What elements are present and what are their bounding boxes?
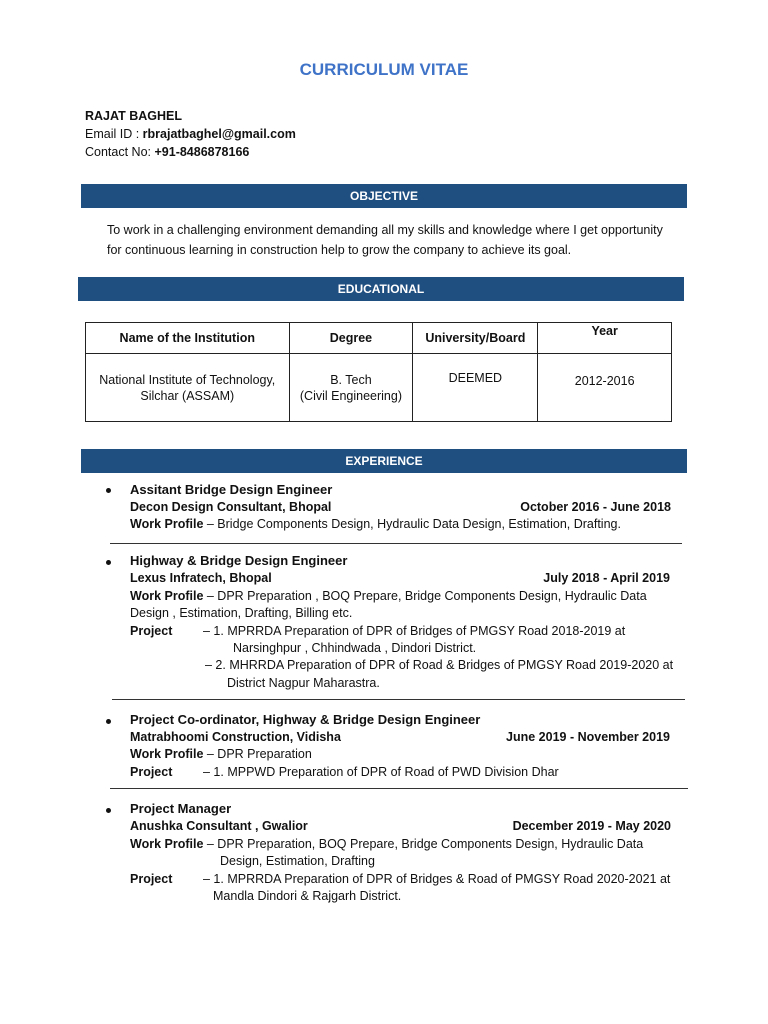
project-line: – 1. MPRRDA Preparation of DPR of Bridges & Road of PMGSY Road 2020-2021 at: [203, 872, 671, 886]
job-profile: Work Profile – Bridge Components Design, Hydraulic Data Design, Estimation, Drafting.: [130, 517, 621, 531]
table-header-row: [86, 323, 672, 354]
project-line: – 1. MPRRDA Preparation of DPR of Bridges of PMGSY Road 2018-2019 at: [203, 624, 626, 638]
email-label: Email ID :: [85, 127, 143, 141]
project-line: – 1. MPPWD Preparation of DPR of Road of PWD Division Dhar: [203, 765, 559, 779]
job-company: Decon Design Consultant, Bhopal: [130, 500, 332, 514]
objective-heading: OBJECTIVE: [81, 184, 687, 208]
table-header: Year: [538, 323, 672, 354]
project-line-cont: District Nagpur Maharastra.: [227, 676, 380, 690]
divider: [110, 788, 688, 789]
job-dates: July 2018 - April 2019: [543, 571, 670, 585]
email-value: rbrajatbaghel@gmail.com: [142, 127, 296, 141]
table-header: University/Board: [413, 323, 538, 354]
education-heading: EDUCATIONAL: [78, 277, 684, 301]
job-profile: Work Profile – DPR Preparation: [130, 747, 312, 761]
job-profile: Work Profile – DPR Preparation, BOQ Prepare, Bridge Components Design, Hydraulic Data: [130, 837, 644, 851]
project-line-cont: Mandla Dindori & Rajgarh District.: [213, 889, 402, 903]
objective-line-2: for continuous learning in construction help to grow the company to achieve its goal.: [107, 243, 572, 257]
page-title: CURRICULUM VITAE: [299, 60, 469, 79]
job-profile-cont: Design , Estimation, Drafting, Billing etc.: [130, 606, 353, 620]
board-cell: DEEMED: [413, 354, 538, 422]
year-cell: 2012-2016: [538, 354, 672, 422]
objective-line-1: To work in a challenging environment demanding all my skills and knowledge where I get opportunity: [107, 223, 663, 237]
divider: [112, 699, 685, 700]
job-role: Project Manager: [130, 801, 232, 816]
job-company: Anushka Consultant , Gwalior: [130, 819, 308, 833]
bullet-icon: [106, 488, 111, 493]
email-line: [85, 127, 296, 141]
job-dates: June 2019 - November 2019: [506, 730, 670, 744]
bullet-icon: [106, 719, 111, 724]
table-header: Degree: [289, 323, 413, 354]
project-label: Project: [130, 765, 173, 779]
job-profile: Work Profile – DPR Preparation , BOQ Prepare, Bridge Components Design, Hydraulic Data: [130, 589, 647, 603]
education-table: [85, 322, 672, 422]
project-line: – 2. MHRRDA Preparation of DPR of Road & Bridges of PMGSY Road 2019-2020 at: [205, 658, 674, 672]
job-role: Assitant Bridge Design Engineer: [130, 482, 333, 497]
project-line-cont: Narsinghpur , Chhindwada , Dindori District.: [233, 641, 477, 655]
table-row: [86, 354, 672, 422]
job-profile-cont: Design, Estimation, Drafting: [220, 854, 375, 868]
job-role: Highway & Bridge Design Engineer: [130, 553, 348, 568]
project-label: Project: [130, 872, 173, 886]
experience-heading: EXPERIENCE: [81, 449, 687, 473]
job-role: Project Co-ordinator, Highway & Bridge Design Engineer: [130, 712, 481, 727]
contact-value: +91-8486878166: [154, 145, 250, 159]
divider: [110, 543, 682, 544]
candidate-name: RAJAT BAGHEL: [85, 109, 182, 123]
table-header: Name of the Institution: [86, 323, 290, 354]
project-label: Project: [130, 624, 173, 638]
job-dates: October 2016 - June 2018: [520, 500, 671, 514]
degree-cell: B. Tech (Civil Engineering): [289, 354, 413, 422]
job-company: Matrabhoomi Construction, Vidisha: [130, 730, 341, 744]
job-company: Lexus Infratech, Bhopal: [130, 571, 272, 585]
bullet-icon: [106, 808, 111, 813]
bullet-icon: [106, 560, 111, 565]
institution-cell: National Institute of Technology, Silchar (ASSAM): [86, 354, 290, 422]
contact-label: Contact No:: [85, 145, 155, 159]
contact-line: [85, 145, 249, 159]
job-dates: December 2019 - May 2020: [512, 819, 671, 833]
